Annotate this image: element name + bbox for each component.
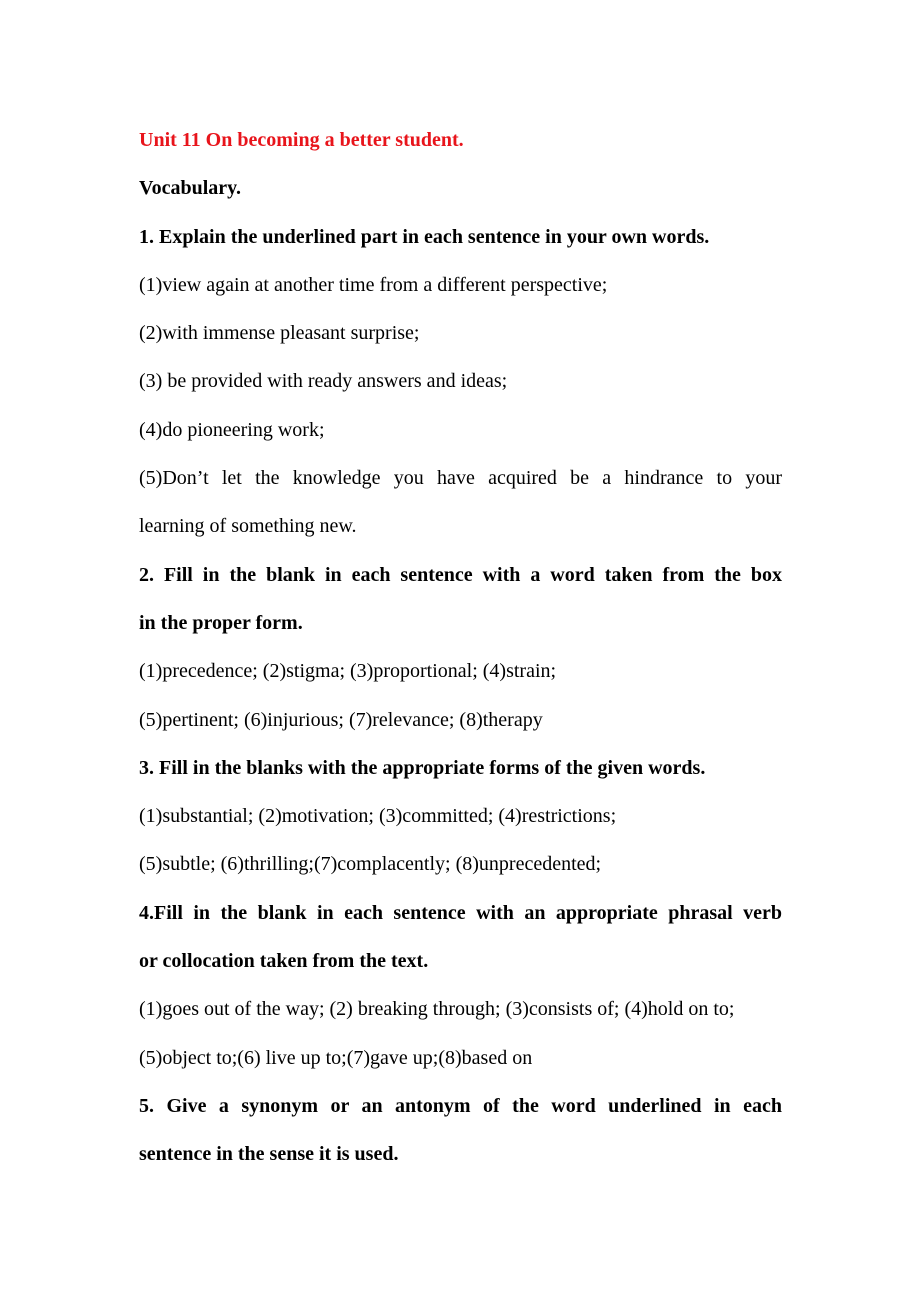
question-5-heading: 5. Give a synonym or an antonym of the word underlined in each	[139, 1094, 782, 1117]
question-5-heading-continued: sentence in the sense it is used.	[139, 1143, 399, 1166]
section-heading-vocabulary: Vocabulary.	[139, 177, 242, 200]
document-page	[139, 116, 782, 1179]
question-4-answers-line-1: (1)goes out of the way; (2) breaking through; (3)consists of; (4)hold on to;	[139, 998, 735, 1021]
unit-title: Unit 11 On becoming a better student.	[139, 129, 464, 151]
question-3-heading: 3. Fill in the blanks with the appropriate forms of the given words.	[139, 756, 706, 779]
question-2-heading: 2. Fill in the blank in each sentence with a word taken from the box	[139, 563, 782, 586]
question-3-answers-line-1: (1)substantial; (2)motivation; (3)committed; (4)restrictions;	[139, 805, 617, 828]
question-1-answer-5: (5)Don’t let the knowledge you have acquired be a hindrance to your	[139, 467, 782, 490]
question-2-heading-continued: in the proper form.	[139, 611, 303, 634]
question-1-answer-2: (2)with immense pleasant surprise;	[139, 322, 420, 345]
question-1-answer-4: (4)do pioneering work;	[139, 418, 325, 441]
question-4-answers-line-2: (5)object to;(6) live up to;(7)gave up;(8)based on	[139, 1046, 533, 1069]
question-4-heading-continued: or collocation taken from the text.	[139, 950, 429, 973]
question-1-heading: 1. Explain the underlined part in each sentence in your own words.	[139, 225, 710, 248]
question-1-answer-1: (1)view again at another time from a different perspective;	[139, 273, 608, 296]
question-1-answer-5-continued: learning of something new.	[139, 515, 357, 538]
question-2-answers-line-2: (5)pertinent; (6)injurious; (7)relevance; (8)therapy	[139, 708, 543, 731]
question-4-heading: 4.Fill in the blank in each sentence with an appropriate phrasal verb	[139, 901, 782, 924]
question-1-answer-3: (3) be provided with ready answers and ideas;	[139, 370, 508, 393]
question-2-answers-line-1: (1)precedence; (2)stigma; (3)proportional; (4)strain;	[139, 660, 557, 683]
question-3-answers-line-2: (5)subtle; (6)thrilling;(7)complacently; (8)unprecedented;	[139, 853, 602, 876]
